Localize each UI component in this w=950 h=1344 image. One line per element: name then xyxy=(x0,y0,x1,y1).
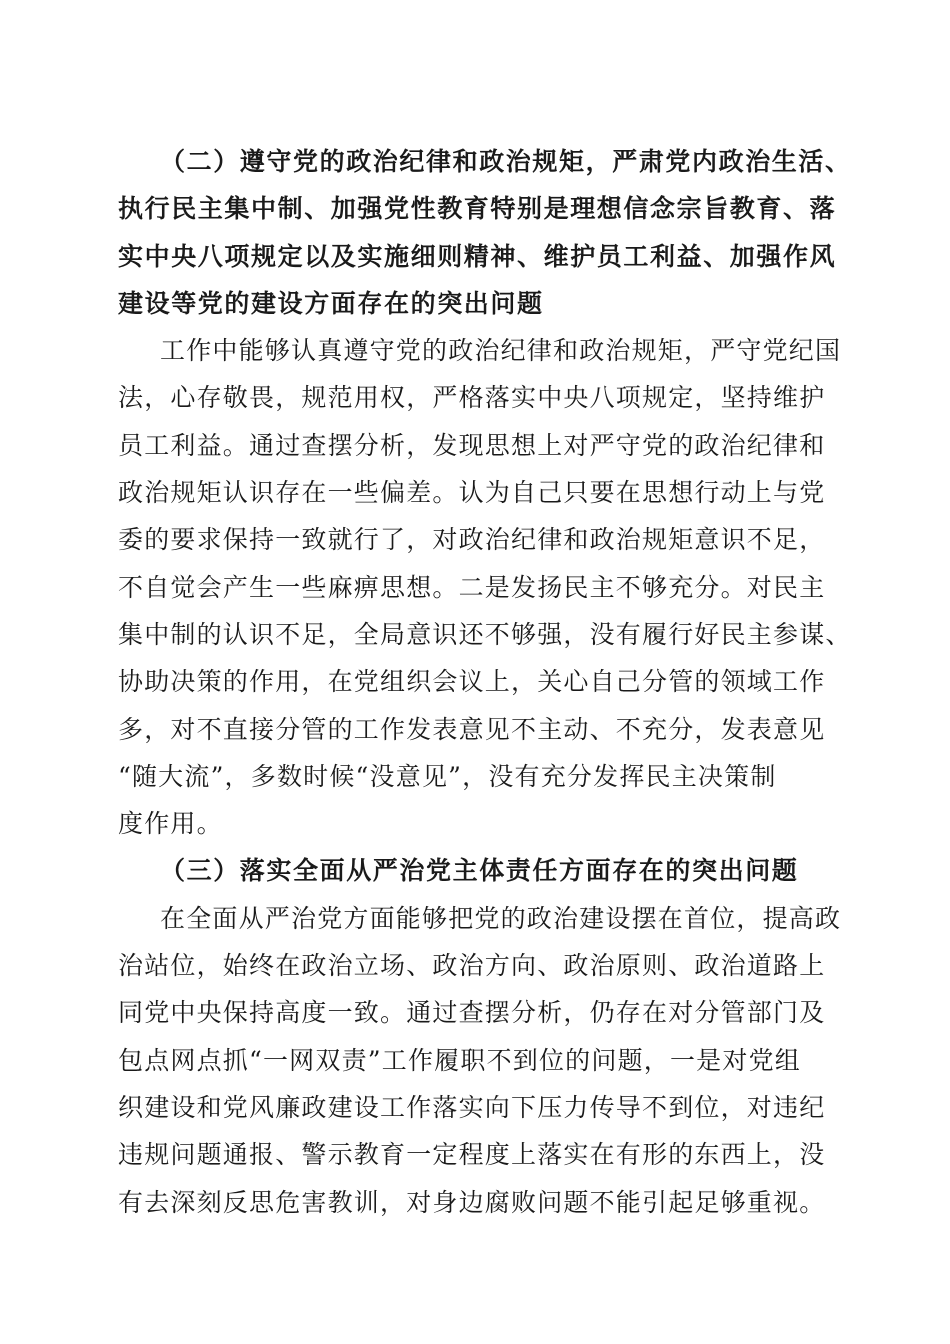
body-line: 在全面从严治党方面能够把党的政治建设摆在首位，提高政 xyxy=(160,903,842,933)
section-3-heading xyxy=(118,847,824,894)
body-line: 度作用。 xyxy=(118,809,223,839)
body-line: 有去深刻反思危害教训，对身边腐败问题不能引起足够重视。 xyxy=(118,1187,826,1217)
body-line: 不自觉会产生一些麻痹思想。二是发扬民主不够充分。对民主 xyxy=(118,572,826,602)
body-line: “随大流”，多数时候“没意见”，没有充分发挥民主决策制 xyxy=(118,761,777,791)
heading-line: （三）落实全面从严治党主体责任方面存在的突出问题 xyxy=(160,856,799,886)
body-line: 同党中央保持高度一致。通过查摆分析，仍存在对分管部门及 xyxy=(118,998,826,1028)
body-line: 违规问题通报、警示教育一定程度上落实在有形的东西上，没 xyxy=(118,1140,826,1170)
body-line: 多，对不直接分管的工作发表意见不主动、不充分，发表意见 xyxy=(118,714,826,744)
body-line: 委的要求保持一致就行了，对政治纪律和政治规矩意识不足， xyxy=(118,525,826,555)
document-page xyxy=(118,138,852,1226)
body-line: 协助决策的作用，在党组织会议上，关心自己分管的领域工作 xyxy=(118,667,826,697)
body-line: 织建设和党风廉政建设工作落实向下压力传导不到位，对违纪 xyxy=(118,1092,826,1122)
heading-line: 执行民主集中制、加强党性教育特别是理想信念宗旨教育、落 xyxy=(118,194,837,224)
heading-line: 建设等党的建设方面存在的突出问题 xyxy=(118,288,544,318)
section-3-body xyxy=(118,895,842,1226)
heading-line: 实中央八项规定以及实施细则精神、维护员工利益、加强作风 xyxy=(118,241,837,271)
section-2-body xyxy=(118,327,852,847)
body-line: 员工利益。通过查摆分析，发现思想上对严守党的政治纪律和 xyxy=(118,430,826,460)
body-line: 治站位，始终在政治立场、政治方向、政治原则、政治道路上 xyxy=(118,951,826,981)
heading-line: （二）遵守党的政治纪律和政治规矩，严肃党内政治生活、 xyxy=(160,147,852,176)
body-line: 政治规矩认识存在一些偏差。认为自己只要在思想行动上与党 xyxy=(118,478,826,508)
body-line: 工作中能够认真遵守党的政治纪律和政治规矩，严守党纪国 xyxy=(160,336,842,366)
body-line: 集中制的认识不足，全局意识还不够强，没有履行好民主参谋、 xyxy=(118,619,852,649)
body-line: 包点网点抓“一网双责”工作履职不到位的问题，一是对党组 xyxy=(118,1045,801,1075)
section-2-heading xyxy=(118,138,852,327)
body-line: 法，心存敬畏，规范用权，严格落实中央八项规定，坚持维护 xyxy=(118,383,826,413)
